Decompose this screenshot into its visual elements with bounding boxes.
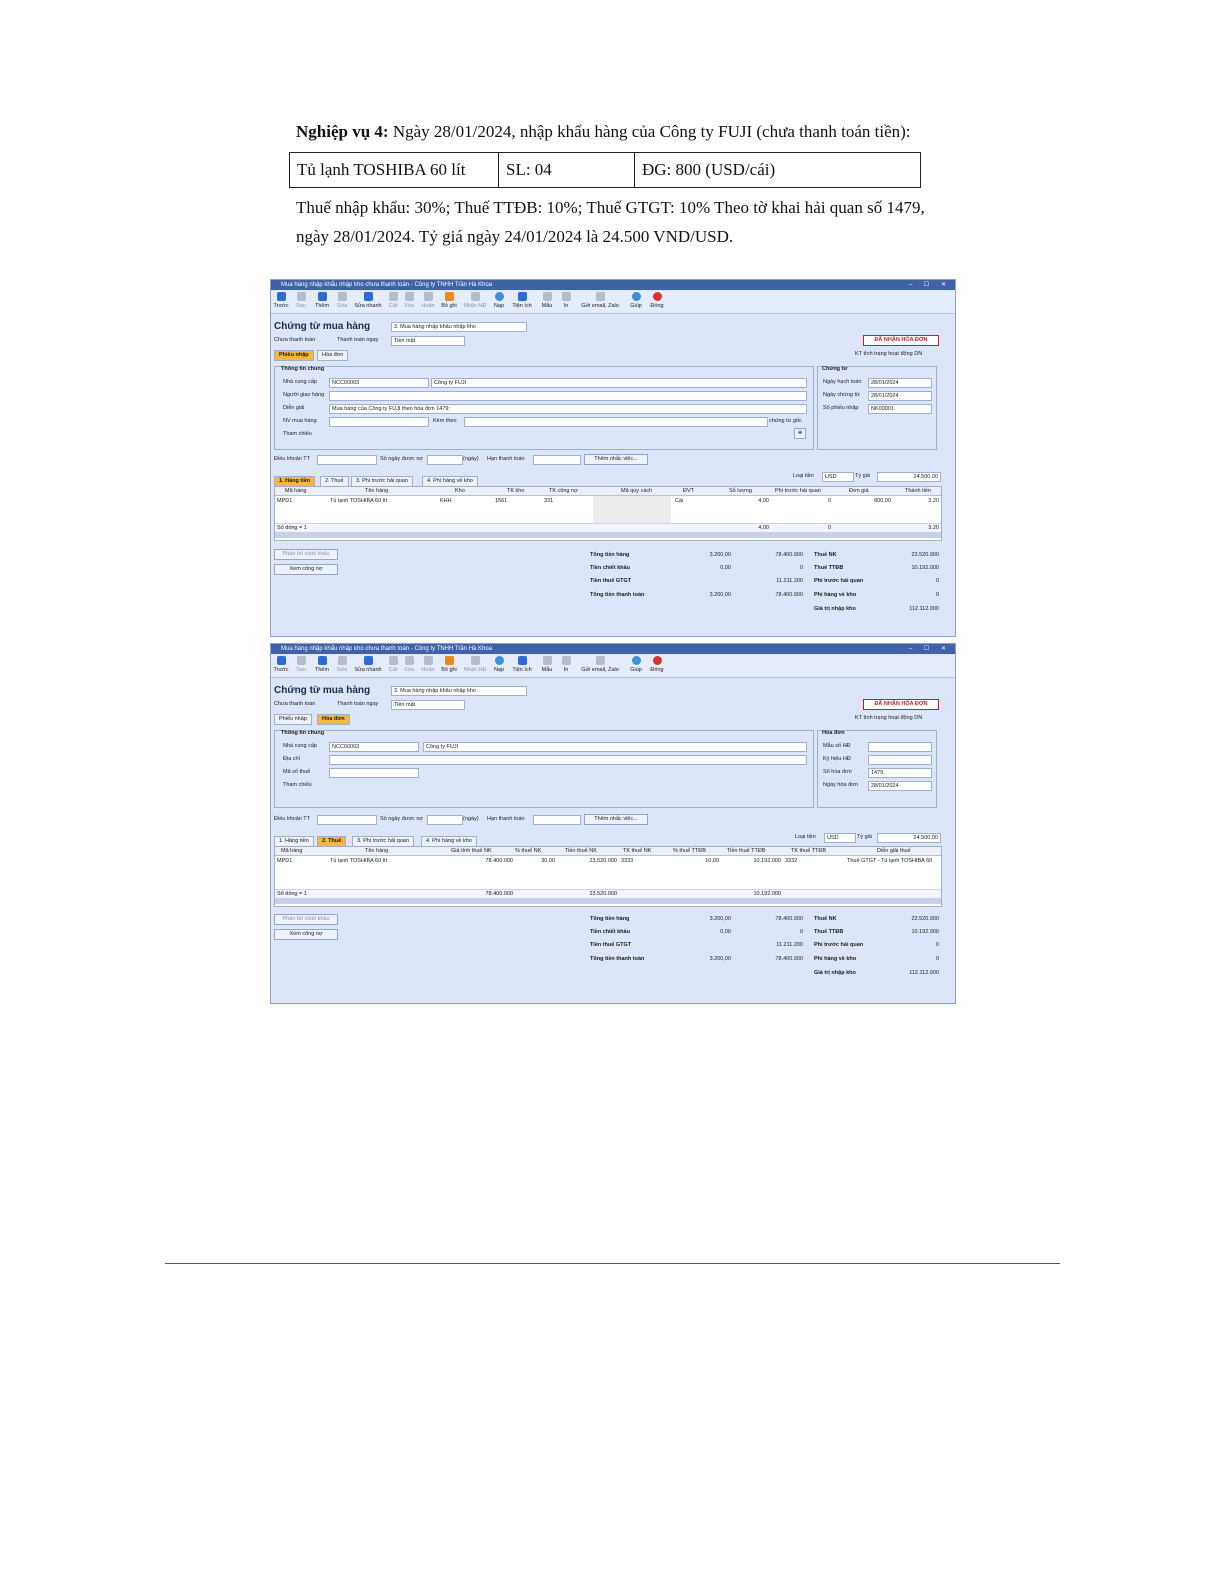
tax-code-field[interactable] — [329, 768, 419, 778]
general-info-title: Thông tin chung — [281, 366, 325, 372]
tax-label: Thuế NK — [814, 552, 837, 558]
view-debt-button[interactable]: Xem công nợ — [274, 929, 338, 940]
unpost-button[interactable]: Bỏ ghi — [440, 655, 458, 673]
problem-line-1: Thuế nhập khẩu: 30%; Thuế TTĐB: 10%; Thuế GTGT: 10% Theo tờ khai hải quan số 1479, — [296, 198, 925, 217]
total-label: Tổng tiền hàng — [590, 552, 630, 558]
attached-field[interactable] — [464, 417, 768, 427]
horizontal-scrollbar[interactable] — [275, 532, 941, 538]
problem-heading — [296, 120, 936, 144]
general-info-group — [274, 366, 814, 450]
tax-grid-header — [275, 847, 941, 856]
footer-import-tax: 23.520.000 — [589, 891, 617, 897]
template-button[interactable]: Mẫu — [539, 655, 555, 673]
tab-goods[interactable]: 1. Hàng tiền — [274, 836, 314, 847]
invoice-no-field[interactable]: 1479, — [868, 768, 932, 778]
close-button[interactable]: Đóng — [648, 655, 666, 673]
delete-button[interactable]: Xóa — [402, 655, 416, 673]
total-vnd: 78.400.000 — [775, 592, 803, 598]
supplier-name-field[interactable]: Công ty FUJI — [423, 742, 807, 752]
col-header: Thành tiền — [905, 488, 931, 494]
tab-goods[interactable]: 1. Hàng tiền — [274, 476, 315, 487]
voucher-date-field[interactable]: 28/01/2024 — [868, 391, 932, 401]
table-cell[interactable]: 78.400.000 — [485, 858, 513, 864]
due-date-label: Hạn thanh toán — [487, 456, 525, 462]
original-doc-label: chứng từ gốc — [769, 418, 802, 424]
footer-amount: 3.20 — [928, 525, 939, 531]
total-usd: 0,00 — [720, 929, 731, 935]
add-button[interactable]: Thêm — [313, 291, 331, 309]
col-header: Mã hàng — [285, 488, 307, 494]
address-label: Địa chỉ — [283, 756, 300, 762]
supplier-label: Nhà cung cấp — [283, 379, 317, 385]
quick-edit-button[interactable]: Sửa nhanh — [353, 291, 383, 309]
total-label: Tiền thuế GTGT — [590, 942, 632, 948]
reload-button[interactable]: Nạp — [492, 291, 506, 309]
purchase-window-receipt — [270, 279, 956, 637]
tax-label: Thuế NK — [814, 916, 837, 922]
doc-type-select[interactable]: 3. Mua hàng nhập khẩu nhập kho — [391, 322, 527, 332]
invoice-date-field[interactable]: 28/01/2024 — [868, 781, 932, 791]
help-button[interactable]: Giúp — [628, 291, 644, 309]
reload-icon — [495, 292, 504, 301]
unpost-button[interactable]: Bỏ ghi — [440, 291, 458, 309]
template-button[interactable]: Mẫu — [539, 291, 555, 309]
deliverer-field[interactable] — [329, 391, 807, 401]
description-field[interactable]: Mua hàng của Công ty FUJI theo hóa đơn 1479; — [329, 404, 807, 414]
reference-label: Tham chiếu — [283, 782, 312, 788]
total-label: Tổng tiền thanh toán — [590, 592, 645, 598]
invoice-no-label: Số hóa đơn — [823, 769, 852, 775]
grid-footer — [275, 523, 941, 532]
arrow-right-icon — [297, 656, 306, 665]
invoice-symbol-field[interactable] — [868, 755, 932, 765]
toolbar — [271, 655, 955, 678]
radio-paid-now[interactable]: Thanh toán ngay — [337, 701, 379, 707]
voucher-date-label: Ngày chứng từ — [823, 392, 860, 398]
credit-days-label: Số ngày được nợ — [380, 816, 424, 822]
tax-value: 0 — [935, 956, 939, 962]
rate-label: Tỷ giá — [857, 834, 872, 840]
next-button[interactable]: Sau — [293, 291, 309, 309]
buyer-field[interactable] — [329, 417, 429, 427]
window-controls[interactable]: – ☐ ✕ — [908, 646, 951, 652]
col-header: Phí trước hải quan — [775, 488, 821, 494]
tax-label: Giá trị nhập kho — [814, 970, 856, 976]
save-icon — [389, 292, 398, 301]
due-date-label: Hạn thanh toán — [487, 816, 525, 822]
footer-quantity: 4,00 — [758, 525, 769, 531]
posting-date-field[interactable]: 28/01/2024 — [868, 378, 932, 388]
tax-value: 0 — [935, 592, 939, 598]
total-vnd: 11.211.200 — [776, 942, 803, 948]
save-icon — [389, 656, 398, 665]
table-cell[interactable]: 3.20 — [928, 498, 939, 504]
col-header: Số lượng — [729, 488, 752, 494]
credit-days-field[interactable] — [427, 455, 463, 465]
prev-button[interactable]: Trước — [273, 291, 289, 309]
task-quantity: SL: 04 — [499, 153, 635, 188]
window-title: Mua hàng nhập khẩu nhập kho chưa thanh toán - Công ty TNHH Trần Hà Khoa — [281, 282, 493, 288]
window-titlebar — [271, 644, 955, 654]
add-reminder-button[interactable]: Thêm nhắc việc... — [584, 814, 648, 825]
receive-invoice-button[interactable]: Nhận HĐ — [463, 655, 487, 673]
total-usd: 3.200,00 — [709, 592, 731, 598]
attached-label: Kèm theo — [433, 418, 457, 424]
unpost-icon — [445, 292, 454, 301]
help-button[interactable]: Giúp — [628, 655, 644, 673]
tax-label: Giá trị nhập kho — [814, 606, 856, 612]
tax-label: Thuế TTĐB — [814, 929, 844, 935]
add-document-icon — [318, 656, 327, 665]
rate-label: Tỷ giá — [855, 473, 870, 479]
rate-field[interactable]: 24.500,00 — [877, 472, 941, 482]
col-header: TK công nợ — [549, 488, 578, 494]
tax-label: Phí trước hải quan — [814, 578, 864, 584]
table-cell[interactable]: Cái — [675, 498, 684, 504]
kt-status-link[interactable]: KT tình trạng hoạt động DN — [855, 715, 923, 721]
tab-hoa-don[interactable]: Hóa đơn — [317, 350, 348, 361]
quick-edit-button[interactable]: Sửa nhanh — [353, 655, 383, 673]
col-header: Mã quy cách — [621, 488, 653, 494]
help-icon — [632, 656, 641, 665]
total-vnd: 78.400.000 — [775, 552, 803, 558]
tax-value: 112.112.000 — [909, 606, 939, 612]
invoice-group — [817, 730, 937, 808]
table-cell[interactable]: 4,00 — [758, 498, 769, 504]
tax-value: 10.192.000 — [911, 929, 939, 935]
edit-button[interactable]: Sửa — [335, 655, 349, 673]
general-info-title: Thông tin chung — [281, 730, 325, 736]
row-count: Số dòng = 1 — [277, 525, 307, 531]
tab-phieu-nhap[interactable]: Phiếu nhập — [274, 714, 312, 725]
invoice-template-label: Mẫu số HĐ — [823, 743, 851, 749]
receipt-no-label: Số phiếu nhập — [823, 405, 859, 411]
pay-method-select[interactable]: Tiền mặt — [391, 700, 465, 710]
col-header: % thuế TTĐB — [673, 848, 706, 854]
description-label: Diễn giải — [283, 405, 305, 411]
window-title: Mua hàng nhập khẩu nhập kho chưa thanh toán - Công ty TNHH Trần Hà Khoa — [281, 646, 493, 652]
send-email-button[interactable]: Gửi email, Zalo — [577, 291, 623, 309]
add-reminder-button[interactable]: Thêm nhắc việc... — [584, 454, 648, 465]
voucher-group — [817, 366, 937, 450]
radio-unpaid[interactable]: Chưa thanh toán — [274, 337, 316, 343]
currency-label: Loại tiền — [793, 473, 814, 479]
total-usd: 3.200,00 — [709, 916, 731, 922]
row-count: Số dòng = 1 — [277, 891, 307, 897]
tax-label: Thuế TTĐB — [814, 565, 844, 571]
task-table — [289, 152, 921, 188]
close-icon — [653, 292, 662, 301]
radio-unpaid[interactable]: Chưa thanh toán — [274, 701, 316, 707]
problem-heading-label: Nghiệp vụ 4: — [296, 122, 389, 141]
arrow-left-icon — [277, 656, 286, 665]
tab-pre-customs-fee[interactable]: 3. Phí trước hải quan — [352, 836, 414, 847]
postpone-button[interactable]: Hoãn — [420, 655, 436, 673]
delete-button[interactable]: Xóa — [402, 291, 416, 309]
table-cell[interactable]: 800,00 — [874, 498, 891, 504]
add-document-icon — [318, 292, 327, 301]
tax-label: Phí hàng về kho — [814, 592, 857, 598]
currency-select[interactable]: USD — [824, 833, 856, 843]
send-email-button[interactable]: Gửi email, Zalo — [577, 655, 623, 673]
undo-icon — [424, 292, 433, 301]
arrow-right-icon — [297, 292, 306, 301]
tax-label: Phí trước hải quan — [814, 942, 864, 948]
credit-days-field[interactable] — [427, 815, 463, 825]
print-button[interactable]: In — [560, 291, 572, 309]
tax-value: 0 — [935, 578, 939, 584]
footer-excise-tax: 10.192.000 — [753, 891, 781, 897]
invoice-template-field[interactable] — [868, 742, 932, 752]
days-unit: (ngày) — [463, 816, 479, 822]
col-header: Mã hàng — [281, 848, 303, 854]
invoice-date-label: Ngày hóa đơn — [823, 782, 858, 788]
total-usd: 0,00 — [720, 565, 731, 571]
allocate-discount-button[interactable]: Phân bổ chiết khấu — [274, 549, 338, 560]
total-vnd: 78.400.000 — [775, 956, 803, 962]
unpost-icon — [445, 656, 454, 665]
tax-value: 23.520.000 — [911, 916, 939, 922]
payment-terms-field[interactable] — [317, 815, 377, 825]
table-cell[interactable]: Thuế GTGT - Tủ lạnh TOSHIBA 60 — [847, 858, 933, 864]
close-button[interactable]: Đóng — [648, 291, 666, 309]
problem-heading-text: Ngày 28/01/2024, nhập khẩu hàng của Công ty FUJI (chưa thanh toán tiền): — [388, 122, 911, 141]
edit-icon — [338, 656, 347, 665]
col-header: ĐVT — [683, 488, 694, 494]
due-date-field[interactable] — [533, 455, 581, 465]
problem-line-2: ngày 28/01/2024. Tỷ giá ngày 24/01/2024 là 24.500 VND/USD. — [296, 227, 734, 246]
col-header: TK thuế TTĐB — [791, 848, 827, 854]
email-icon — [596, 292, 605, 301]
currency-label: Loại tiền — [795, 834, 816, 840]
help-icon — [632, 292, 641, 301]
col-header: Tiền thuế TTĐB — [727, 848, 766, 854]
total-usd: 3.200,00 — [709, 552, 731, 558]
horizontal-scrollbar[interactable] — [275, 898, 941, 904]
reload-button[interactable]: Nạp — [492, 655, 506, 673]
col-header: Đơn giá — [849, 488, 869, 494]
doc-title: Chứng từ mua hàng — [274, 321, 371, 332]
utilities-button[interactable]: Tiện ích — [509, 655, 535, 673]
due-date-field[interactable] — [533, 815, 581, 825]
radio-paid-now[interactable]: Thanh toán ngay — [337, 337, 379, 343]
tab-hoa-don[interactable]: Hóa đơn — [317, 714, 350, 725]
invoice-icon — [471, 292, 480, 301]
total-label: Tiền chiết khấu — [590, 565, 630, 571]
print-button[interactable]: In — [560, 655, 572, 673]
total-label: Tổng tiền thanh toán — [590, 956, 645, 962]
tax-value: 10.192.000 — [911, 565, 939, 571]
col-header: Tên hàng — [365, 848, 389, 854]
table-cell[interactable]: 331 — [544, 498, 554, 504]
total-label: Tiền chiết khấu — [590, 929, 630, 935]
tax-value: 0 — [935, 942, 939, 948]
save-button[interactable]: Cất — [387, 291, 399, 309]
problem-text — [296, 193, 936, 251]
tax-value: 112.112.000 — [909, 970, 939, 976]
col-header: Kho — [455, 488, 465, 494]
col-header: Tên hàng — [365, 488, 389, 494]
window-controls[interactable]: – ☐ ✕ — [908, 282, 951, 288]
table-cell[interactable]: 0 — [827, 498, 831, 504]
tab-delivery-fee[interactable]: 4. Phí hàng về kho — [421, 836, 477, 847]
days-unit: (ngày) — [463, 456, 479, 462]
invoice-symbol-label: Ký hiệu HĐ — [823, 756, 851, 762]
invoice-icon — [471, 656, 480, 665]
address-field[interactable] — [329, 755, 807, 765]
table-cell[interactable]: 10,00 — [705, 858, 719, 864]
table-cell[interactable]: Tủ lạnh TOSHIBA 60 lít — [330, 498, 387, 504]
table-cell[interactable]: 10.192.000 — [753, 858, 781, 864]
col-header: Diễn giải thuế — [877, 848, 911, 854]
posting-date-label: Ngày hạch toán — [823, 379, 862, 385]
toolbar — [271, 291, 955, 314]
col-header: TK thuế NK — [623, 848, 652, 854]
total-vnd: 11.211.200 — [776, 578, 803, 584]
pay-method-select[interactable]: Tiền mặt — [391, 336, 465, 346]
template-icon — [543, 656, 552, 665]
footer-taxable: 78.400.000 — [485, 891, 513, 897]
purchase-window-invoice — [270, 643, 956, 1004]
tab-phieu-nhap[interactable]: Phiếu nhập — [274, 350, 314, 361]
col-header: Tiền thuế NK — [565, 848, 597, 854]
supplier-name-field[interactable]: Công ty FUJI — [431, 378, 807, 388]
table-cell[interactable]: 3332 — [785, 858, 798, 864]
tools-icon — [518, 292, 527, 301]
total-vnd: 0 — [799, 565, 803, 571]
voucher-title: Chứng từ — [822, 366, 848, 372]
task-price: ĐG: 800 (USD/cái) — [635, 153, 921, 188]
window-titlebar — [271, 280, 955, 290]
receive-invoice-button[interactable]: Nhận HĐ — [463, 291, 487, 309]
reload-icon — [495, 656, 504, 665]
col-header: Giá tính thuế NK — [451, 848, 492, 854]
col-header: % thuế NK — [515, 848, 542, 854]
prev-button[interactable]: Trước — [273, 655, 289, 673]
tab-tax[interactable]: 2. Thuế — [317, 836, 346, 847]
deliverer-label: Người giao hàng — [283, 392, 325, 398]
tab-pre-customs-fee[interactable]: 3. Phí trước hải quan — [351, 476, 413, 487]
tax-grid[interactable] — [274, 846, 942, 907]
utilities-button[interactable]: Tiện ích — [509, 291, 535, 309]
supplier-code-field[interactable]: NCC00003 — [329, 378, 429, 388]
reference-label: Tham chiếu — [283, 431, 312, 437]
delete-icon — [405, 292, 414, 301]
total-label: Tổng tiền hàng — [590, 916, 630, 922]
table-cell[interactable]: MPD1 — [277, 498, 293, 504]
page-divider — [165, 1263, 1060, 1264]
next-button[interactable]: Sau — [293, 655, 309, 673]
print-icon — [562, 292, 571, 301]
rate-field[interactable]: 24.500,00 — [877, 833, 941, 843]
table-cell[interactable]: 3333 — [621, 858, 634, 864]
add-button[interactable]: Thêm — [313, 655, 331, 673]
total-vnd: 78.400.000 — [775, 916, 803, 922]
invoice-received-badge: ĐÃ NHẬN HÓA ĐƠN — [863, 335, 939, 346]
payment-terms-label: Điều khoản TT — [274, 456, 310, 462]
supplier-label: Nhà cung cấp — [283, 743, 317, 749]
arrow-left-icon — [277, 292, 286, 301]
table-cell[interactable]: MPD1 — [277, 858, 293, 864]
col-header: TK kho — [507, 488, 525, 494]
footer-fee: 0 — [827, 525, 831, 531]
invoice-title: Hóa đơn — [822, 730, 845, 736]
allocate-discount-button[interactable]: Phân bổ chiết khấu — [274, 914, 338, 925]
quick-edit-icon — [364, 656, 373, 665]
kt-status-link[interactable]: KT tình trạng hoạt động DN — [855, 351, 923, 357]
goods-grid-header — [275, 487, 941, 496]
close-icon — [653, 656, 662, 665]
currency-select[interactable]: USD — [822, 472, 854, 482]
email-icon — [596, 656, 605, 665]
payment-terms-label: Điều khoản TT — [274, 816, 310, 822]
edit-button[interactable]: Sửa — [335, 291, 349, 309]
task-item: Tủ lạnh TOSHIBA 60 lít — [290, 153, 499, 188]
table-cell[interactable]: 30,00 — [541, 858, 555, 864]
edit-icon — [338, 292, 347, 301]
table-cell[interactable]: KHH — [440, 498, 452, 504]
supplier-code-field[interactable]: NCC00003 — [329, 742, 419, 752]
doc-title: Chứng từ mua hàng — [274, 685, 371, 696]
goods-grid[interactable] — [274, 486, 942, 541]
total-vnd: 0 — [799, 929, 803, 935]
quick-edit-icon — [364, 292, 373, 301]
table-cell[interactable]: 1561 — [495, 498, 508, 504]
template-icon — [543, 292, 552, 301]
tab-tax[interactable]: 2. Thuế — [320, 476, 349, 487]
tab-delivery-fee[interactable]: 4. Phí hàng về kho — [422, 476, 478, 487]
credit-days-label: Số ngày được nợ — [380, 456, 424, 462]
delete-icon — [405, 656, 414, 665]
total-usd: 3.200,00 — [709, 956, 731, 962]
print-icon — [562, 656, 571, 665]
doc-type-select[interactable]: 3. Mua hàng nhập khẩu nhập kho — [391, 686, 527, 696]
buyer-label: NV mua hàng — [283, 418, 317, 424]
postpone-button[interactable]: Hoãn — [420, 291, 436, 309]
tax-label: Phí hàng về kho — [814, 956, 857, 962]
tax-value: 23.520.000 — [911, 552, 939, 558]
tools-icon — [518, 656, 527, 665]
table-cell[interactable]: Tủ lạnh TOSHIBA 60 lít — [330, 858, 387, 864]
receipt-no-field[interactable]: NK00001 — [868, 404, 932, 414]
table-cell[interactable]: 23.520.000 — [589, 858, 617, 864]
save-button[interactable]: Cất — [387, 655, 399, 673]
search-icon[interactable]: ⊕ — [794, 428, 806, 439]
tax-code-label: Mã số thuế — [283, 769, 311, 775]
total-label: Tiền thuế GTGT — [590, 578, 632, 584]
general-info-group — [274, 730, 814, 808]
undo-icon — [424, 656, 433, 665]
view-debt-button[interactable]: Xem công nợ — [274, 564, 338, 575]
payment-terms-field[interactable] — [317, 455, 377, 465]
invoice-received-badge: ĐÃ NHẬN HÓA ĐƠN — [863, 699, 939, 710]
